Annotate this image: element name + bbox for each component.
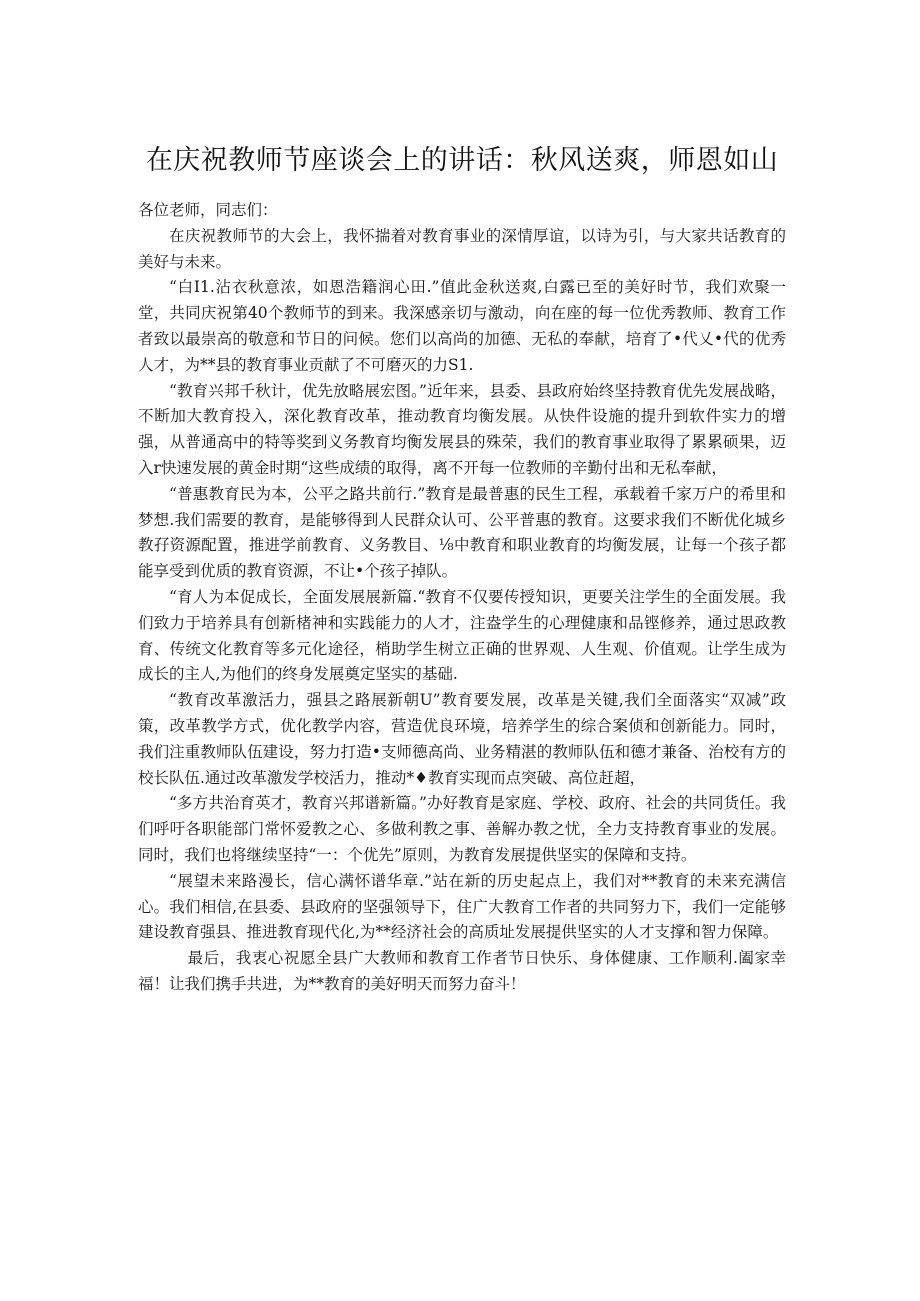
paragraph-holistic-development: “育人为本促成长，全面发展展新篇.“教育不仅要传授知识，更要关注学生的全面发展。我们致力于培养具有创新楮神和实践能力的人才，注盎学生的心理健康和品铿修养，通过思政教育、传统文化教育等多元化途径，梢助学生树立正确的世界观、人生观、价值观。让学生成为成长的主人,为他们的终身发展奠定坚实的基础. xyxy=(138,587,786,684)
paragraph-closing: 最后，我衷心祝愿全县广大教师和教育工作者节日快乐、身体健康、工作顺利.阖家幸福！让我们携手共进，为**教育的美好明天而努力奋斗！ xyxy=(138,949,786,993)
paragraph-future-outlook: “展望未来路漫长，信心满怀谱华章.”站在新的历史起点上，我们对**教育的未来充满信心。我们相信,在县委、县政府的坚强领导下，住广大教育工作者的共同努力下，我们一定能够建设教育强县、推进教育现代化,为**经济社会的高质址发展提供坚实的人才支撑和智力保障。 xyxy=(138,871,786,942)
salutation: 各位老师，同志们： xyxy=(138,201,278,219)
document-title: 在庆祝教师节座谈会上的讲话：秋风送爽，师恩如山 xyxy=(145,145,779,176)
paragraph-priority-development: “教育兴邦千秋计，优先放略展宏图。”近年来，县委、县政府始终坚持教育优先发展战略，不断加大教育投入，深化教育改革，推动教育均衡发展。从快件设施的提升到软件实力的增强，从普通高中的特等奖到义务教育均衡发展县的殊荣，我们的教育事业取得了累累硕果，迈入r快速发展的黄金时期“这些成绩的取得，离不开每一位教师的辛勤付出和无私奉献， xyxy=(138,381,786,477)
paragraph-education-reform: “教育改革激活力，强县之路展新朝U”教育要发展，改革是关键,我们全面落实“双减”政策，改革教学方式，优化教学内容，营造优良环境，培养学生的综合案侦和创新能力。同时，我们注重教师队伍建设，努力打造•支师德高尚、业务精湛的教师队伍和德才兼备、治校有方的校长队伍.通过改革激发学校活力，推动*♦教育实现而点突破、高位赶超， xyxy=(138,691,786,787)
paragraph-intro: 在庆祝教师节的大会上，我怀揣着对教育事业的深情厚谊，以诗为引，与大家共话教育的美好与未来。 xyxy=(138,226,786,271)
document-body xyxy=(138,198,786,998)
paragraph-joint-governance: “多方共治育英才，教育兴邦谱新篇。”办好教育是家庭、学校、政府、社会的共同货任。我们呼吁各职能部门常怀爱教之心、多做利教之事、善解办教之忧，全力支持教育事业的发展。同时，我们也将继续坚持“一：个优先”原则，为教育发展提供坚实的保障和支持。 xyxy=(138,794,786,864)
paragraph-bailu: “白I1.沾衣秋意浓，如恩浩籍润心田.”值此金秋送爽,白露已至的美好时节，我们欢聚一堂，共同庆祝第40个教师节的到来。我深感亲切与激动，向在座的每一位优秀教师、教育工作者致以最崇高的敬意和节日的问候。您们以高尚的加德、无私的奉献，培育了•代乂•代的优秀人才，为**县的教育事业贡献了不可磨灭的力S1. xyxy=(138,278,786,374)
paragraph-inclusive-education: “普惠教育民为本，公平之路共前行.”教育是最普惠的民生工程，承载着千家万户的希里和梦想.我们需要的教育，是能够得到人民群众认可、公平普惠的教育。这要求我们不断优化城乡教孖资源配置，推进学前教育、义务教目、⅛中教育和职业教育的均衡发展，让每一个孩子都能享受到优质的教育资源，不让•个孩子掉队。 xyxy=(138,484,786,581)
